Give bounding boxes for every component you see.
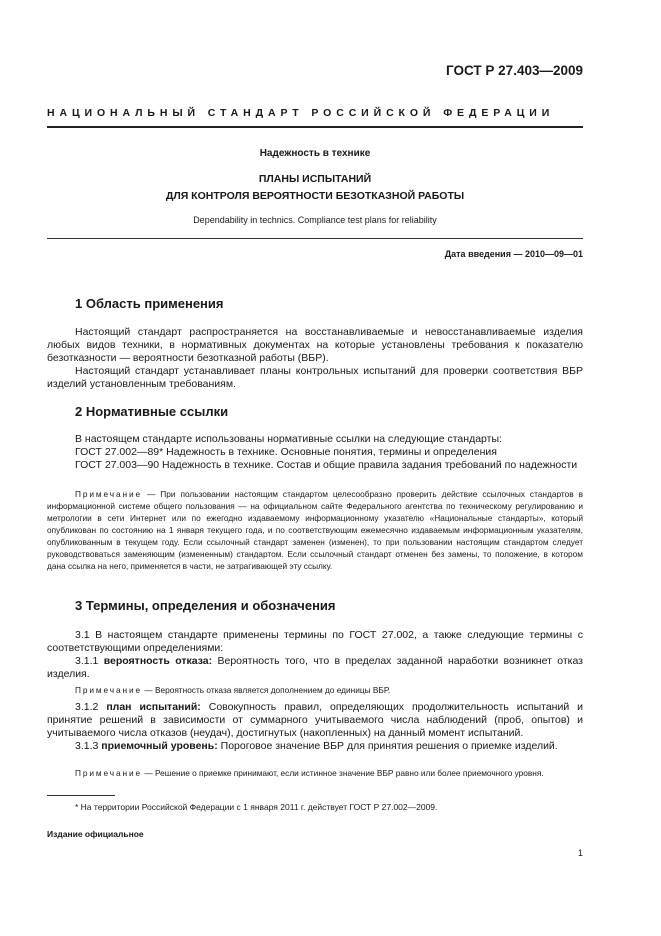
title-line-2: ДЛЯ КОНТРОЛЯ ВЕРОЯТНОСТИ БЕЗОТКАЗНОЙ РАБОТЫ: [165, 190, 465, 202]
clause-3-1-1-number: 3.1.1: [75, 655, 99, 667]
note-label: Примечание: [75, 489, 143, 499]
clause-3-1-3-note: [47, 767, 583, 779]
note-label: Примечание: [75, 768, 143, 778]
clause-3-1-3-number: 3.1.3: [75, 740, 99, 752]
section-2-body: [47, 433, 583, 472]
note-text: — Решение о приемке принимают, если истинное значение ВБР равно или более приемочного уровня.: [142, 768, 544, 778]
clause-3-1-2-number: 3.1.2: [75, 701, 99, 713]
reference-gost-27-003: ГОСТ 27.003—90 Надежность в технике. Состав и общие правила задания требований по надежности: [75, 459, 578, 471]
clause-3-1-1-note: [47, 684, 583, 696]
section-1-body: [47, 326, 583, 391]
section-1-heading: 1 Область применения: [75, 296, 224, 311]
term-test-plan: план испытаний:: [106, 701, 201, 713]
note-text: — Вероятность отказа является дополнением до единицы ВБР.: [142, 685, 391, 695]
reference-gost-27-002: ГОСТ 27.002—89* Надежность в технике. Основные понятия, термины и определения: [75, 446, 497, 458]
title-line-1: ПЛАНЫ ИСПЫТАНИЙ: [258, 173, 372, 185]
clause-3-1-1-definition: Вероятность того, что в пределах заданной наработки возникнет отказ изделия.: [47, 655, 583, 680]
section-1-paragraph-2: Настоящий стандарт устанавливает планы контрольных испытаний для проверки соответствия ВБР изделий установленным требованиям.: [47, 365, 583, 390]
clause-3-1-3: [47, 740, 583, 753]
document-number: ГОСТ Р 27.403—2009: [446, 63, 583, 78]
top-divider: [47, 126, 583, 128]
clause-3-1-2: [47, 701, 583, 740]
national-standard-banner: НАЦИОНАЛЬНЫЙ СТАНДАРТ РОССИЙСКОЙ ФЕДЕРАЦИИ: [47, 107, 555, 119]
edition-label: Издание официальное: [47, 829, 144, 839]
document-subtitle: Надежность в технике: [259, 148, 371, 159]
clause-3-1-1: [47, 655, 583, 681]
section-1-paragraph-1: Настоящий стандарт распространяется на восстанавливаемые и невосстанавливаемые изделия любых видов техники, в нормативных документах на которые установлены требования к показателю безотказности — вероятности безотказной работы (ВБР).: [47, 326, 583, 364]
section-2-paragraph-1: В настоящем стандарте использованы нормативные ссылки на следующие стандарты:: [75, 433, 502, 445]
footnote: * На территории Российской Федерации с 1 января 2011 г. действует ГОСТ Р 27.002—2009.: [75, 802, 438, 812]
term-acceptance-level: приемочный уровень:: [101, 740, 218, 752]
document-title: [47, 171, 583, 205]
term-probability-of-failure: вероятность отказа:: [103, 655, 213, 667]
section-2-note: [47, 488, 583, 572]
english-title: Dependability in technics. Compliance test plans for reliability: [193, 215, 437, 225]
note-text: — При пользовании настоящим стандартом целесообразно проверить действие ссылочных стандартов в информационной системе общего пользования — на официальном сайте Федерального агентства по техническому регулированию и метрологии в сети Интернет или по ежегодно издаваемому информационному указателю «Национальные стандарты», который опубликован по состоянию на 1 января текущего года, и по соответствующим ежемесячно издаваемым информационным указателям, опубликованным в текущем году. Если ссылочный стандарт заменен (изменен), то при пользовании настоящим стандартом следует руководствоваться заменяющим (измененным) стандартом. Если ссылочный стандарт отменен без замены, то положение, в котором дана ссылка на него, применяется в части, не затрагивающей эту ссылку.: [47, 489, 583, 571]
title-divider: [47, 238, 583, 239]
introduction-date: Дата введения — 2010—09—01: [444, 249, 583, 259]
clause-3-1-3-definition: Пороговое значение ВБР для принятия решения о приемке изделий.: [217, 740, 558, 752]
section-3-body: [47, 629, 583, 681]
page-number: 1: [577, 848, 583, 858]
section-2-heading: 2 Нормативные ссылки: [75, 404, 229, 419]
clause-3-1-2-definition: Совокупность правил, определяющих продолжительность испытаний и принятие решений в зависимости от суммарного учитываемого числа наблюдений (проб, опытов) и учитываемого числа отказов (неудач), достигнутых (накопленных) на данный момент испытаний.: [47, 701, 583, 739]
section-3-heading: 3 Термины, определения и обозначения: [75, 598, 336, 613]
clause-3-1: 3.1 В настоящем стандарте применены термины по ГОСТ 27.002, а также следующие термины с соответствующими определениями:: [47, 629, 583, 654]
note-label: Примечание: [75, 685, 143, 695]
footnote-divider: [47, 795, 115, 796]
section-3-body-continued: [47, 701, 583, 753]
